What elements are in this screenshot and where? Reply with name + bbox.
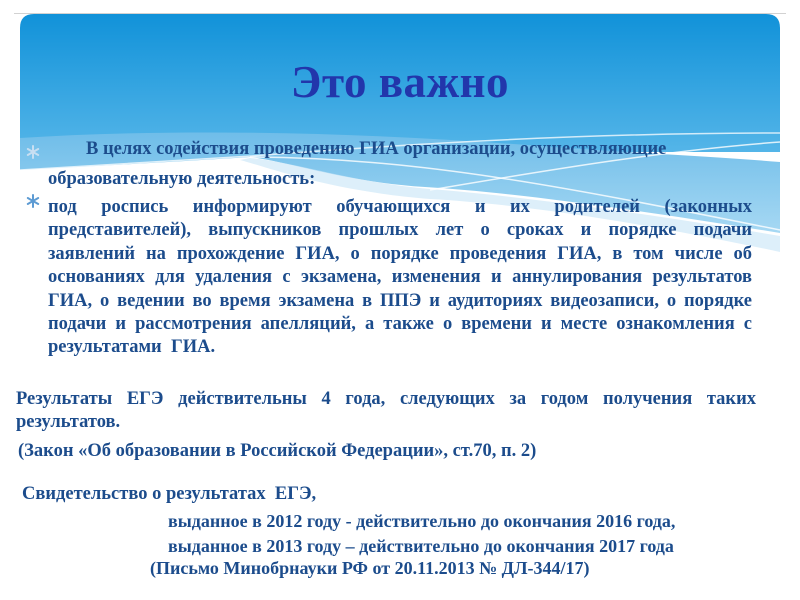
bullet-item-goals — [48, 134, 754, 194]
ministry-letter-reference: (Письмо Минобрнауки РФ от 20.11.2013 № ДЛ-344/17) — [150, 558, 590, 578]
bullet-item-inform-rules — [48, 196, 752, 360]
bullet-line: подачи и рассмотрения апелляций, а также о времени и месте ознакомления с — [48, 314, 752, 335]
certificate-issued-2013: выданное в 2013 году – действительно до окончания 2017 года — [168, 536, 674, 556]
bullet-line: В целях содействия проведению ГИА организации, осуществляющие — [86, 139, 667, 159]
bullet-line: под роспись информируют обучающихся и их родителей (законных — [48, 197, 752, 217]
asterisk-bullet-icon — [26, 145, 40, 159]
bullet-line: основаниях для удаления с экзамена, изменения и аннулирования результатов — [48, 267, 752, 288]
bullet-line: ГИА, о ведении во время экзамена в ППЭ и аудиториях видеозаписи, о порядке — [48, 290, 752, 311]
paragraph-line: Результаты ЕГЭ действительны 4 года, следующих за годом получения таких — [16, 389, 756, 409]
bullet-line: заявлений на прохождение ГИА, о порядке проведения ГИА, в том числе об — [48, 243, 752, 264]
certificate-intro: Свидетельство о результатах ЕГЭ, — [22, 484, 317, 504]
certificate-issued-2012: выданное в 2012 году - действительно до окончания 2016 года, — [168, 511, 676, 531]
bullet-line: образовательную деятельность: — [48, 169, 316, 189]
asterisk-bullet-icon — [26, 194, 40, 208]
paragraph-ege-validity — [16, 388, 756, 435]
law-reference: (Закон «Об образовании в Российской Федерации», ст.70, п. 2) — [18, 441, 537, 461]
bullet-line: представителей), выпускников прошлых лет о сроках и порядке подачи — [48, 220, 752, 241]
slide-title: Это важно — [290, 57, 510, 107]
paragraph-line: результатов. — [16, 412, 121, 433]
bullet-line: результатами ГИА. — [48, 337, 216, 358]
